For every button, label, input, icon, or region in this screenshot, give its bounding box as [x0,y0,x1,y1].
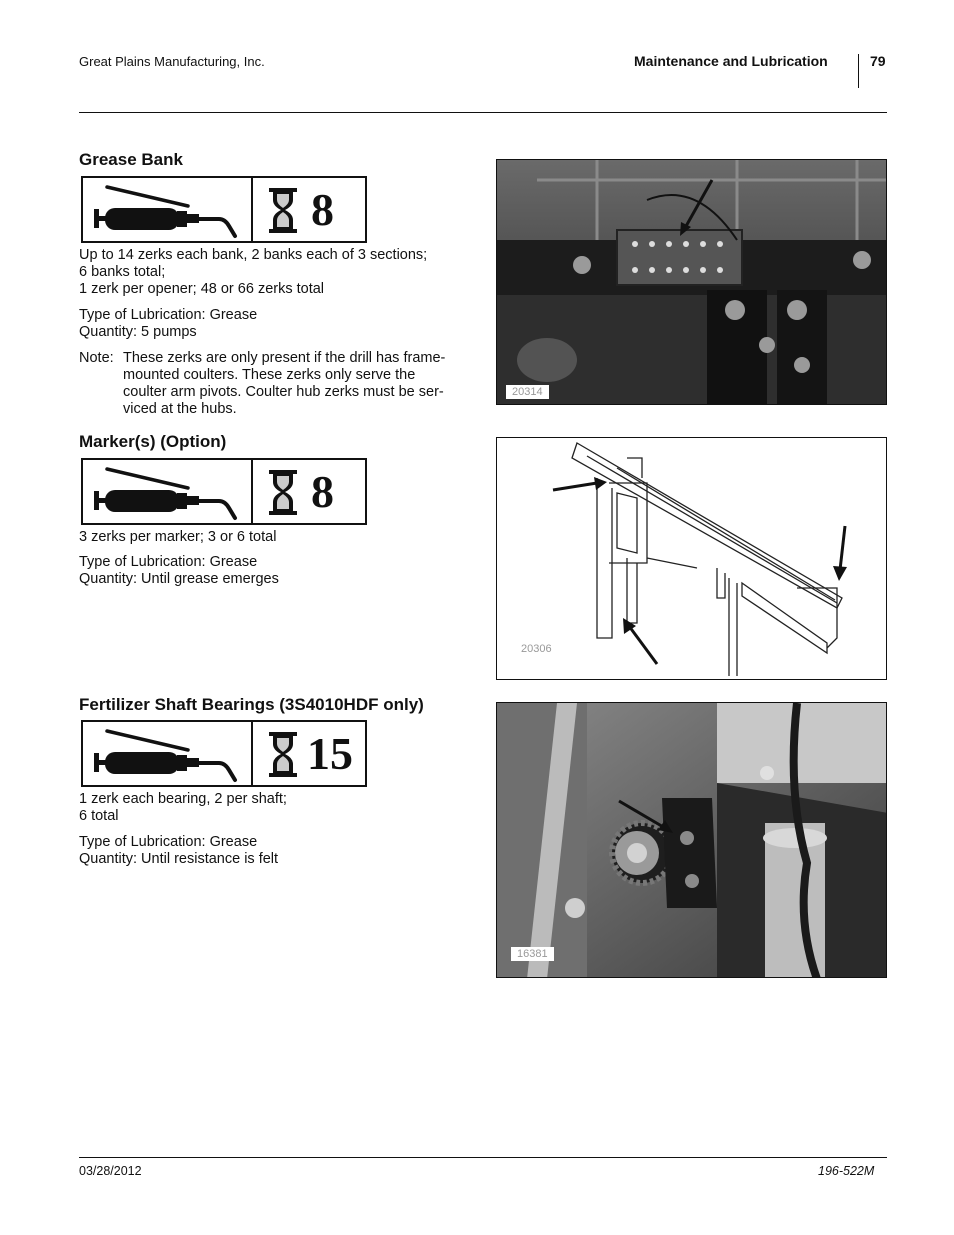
footer-date: 03/28/2012 [79,1164,142,1178]
section-heading-grease-bank: Grease Bank [79,150,183,169]
zerk-count-text: 3 zerks per marker; 3 or 6 total [79,529,277,545]
header-rule [79,112,887,113]
note-block [79,350,474,418]
marker-drawing [496,437,887,680]
footer-rule [79,1157,887,1158]
grease-gun-icon [83,178,253,241]
interval-hours: 8 [311,184,334,235]
footer-doc-number: 196-522M [818,1164,875,1178]
hourglass-icon [269,188,299,233]
grease-gun-icon [83,722,253,785]
page-number: 79 [870,53,886,69]
header-divider [858,54,859,88]
section-heading-fertilizer-bearings: Fertilizer Shaft Bearings (3S4010HDF only) [79,695,424,714]
lube-type-text: Type of Lubrication: Grease Quantity: Until resistance is felt [79,834,279,867]
lube-type-text: Type of Lubrication: Grease Quantity: Until grease emerges [79,554,279,587]
zerk-count-text: 1 zerk each bearing, 2 per shaft; 6 total [79,791,287,824]
note-label: Note: [79,350,114,366]
grease-gun-icon [83,460,253,523]
interval-hours: 15 [307,728,353,779]
interval-hours: 8 [311,466,334,517]
lube-interval-box [81,458,367,525]
lube-interval-box [81,720,367,787]
section-title: Maintenance and Lubrication [634,53,828,69]
note-text: These zerks are only present if the drill has frame- mounted coulters. These zerks only serve the coulter arm pivots. Coulter hub zerks must be ser- viced at the hubs. [123,350,446,417]
figure-number: 20306 [515,642,558,656]
figure-number: 16381 [511,947,554,961]
figure-number: 20314 [506,385,549,399]
section-heading-markers: Marker(s) (Option) [79,432,227,451]
company-name: Great Plains Manufacturing, Inc. [79,54,265,69]
lube-interval-box [81,176,367,243]
fertilizer-bearing-photo [496,702,887,978]
grease-bank-photo [496,159,887,405]
lube-type-text: Type of Lubrication: Grease Quantity: 5 pumps [79,307,258,340]
zerk-count-text: Up to 14 zerks each bank, 2 banks each of 3 sections; 6 banks total; 1 zerk per opener; 48 or 66 zerks total [79,247,428,297]
hourglass-icon [269,470,299,515]
hourglass-icon [269,732,299,777]
